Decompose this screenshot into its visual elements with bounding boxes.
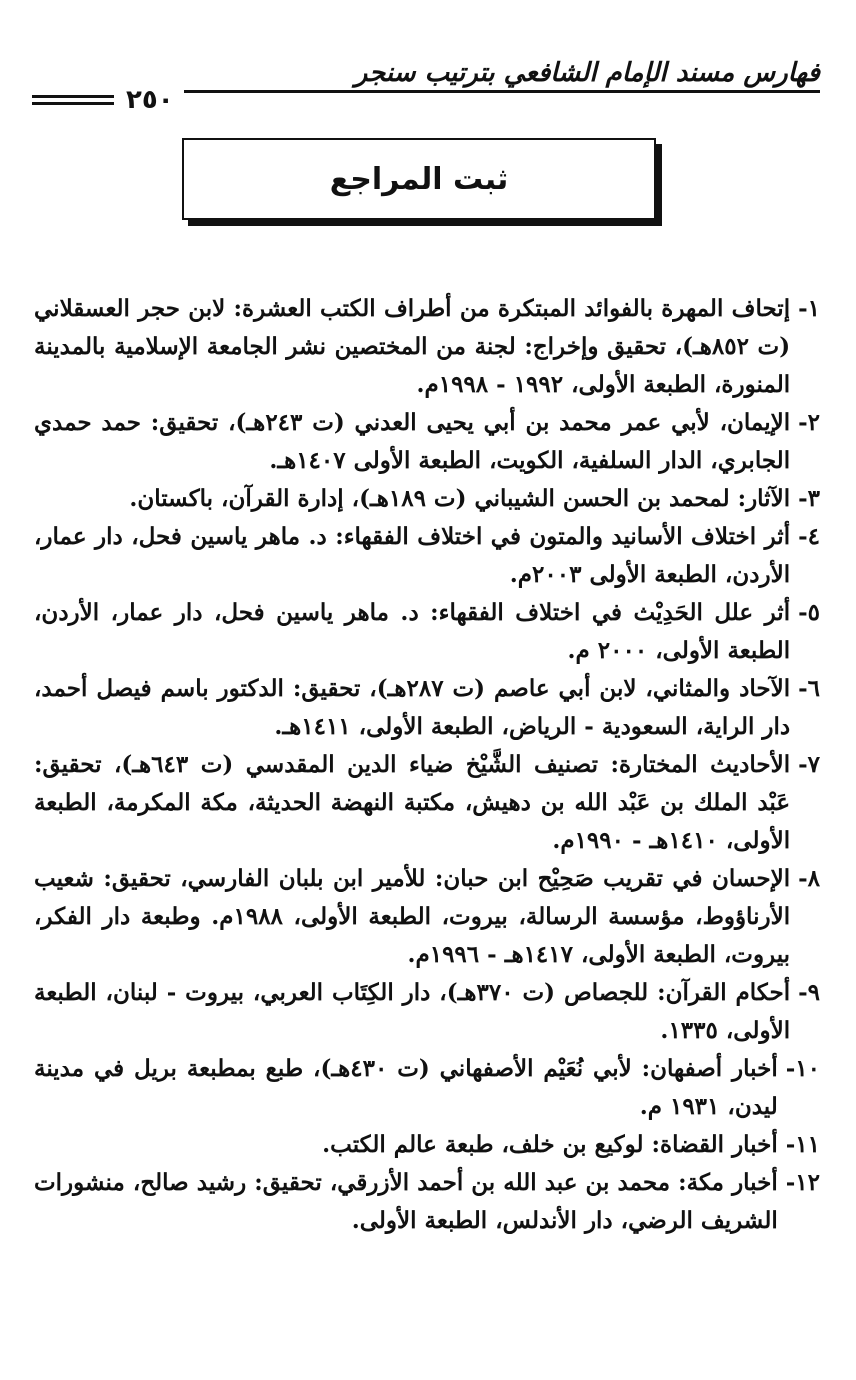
reference-number: ٧-	[798, 751, 820, 778]
reference-text: أخبار القضاة: لوكيع بن خلف، طبعة عالم الكتب.	[322, 1131, 778, 1158]
reference-number: ٢-	[798, 409, 820, 436]
reference-text: الإيمان، لأبي عمر محمد بن أبي يحيى العدني (ت ٢٤٣هـ)، تحقيق: حمد حمدي الجابري، الدار السلفية، الكويت، الطبعة الأولى ١٤٠٧هـ.	[34, 409, 791, 474]
reference-item	[34, 594, 820, 670]
reference-text: أثر علل الحَدِيْث في اختلاف الفقهاء: د. ماهر ياسين فحل، دار عمار، الأردن، الطبعة الأولى، ٢٠٠٠ م.	[34, 599, 791, 664]
reference-number: ١٠-	[785, 1055, 820, 1082]
page-number: ٢٥٠	[126, 85, 174, 115]
reference-text: الآثار: لمحمد بن الحسن الشيباني (ت ١٨٩هـ)، إدارة القرآن، باكستان.	[129, 485, 791, 512]
reference-text: الإحسان في تقريب صَحِيْح ابن حبان: للأمير ابن بلبان الفارسي، تحقيق: شعيب الأرناؤوط، مؤسسة الرسالة، بيروت، الطبعة الأولى، ١٩٨٨م. وطبعة دار الفكر، بيروت، الطبعة الأولى، ١٤١٧هـ - ١٩٩٦م.	[34, 865, 791, 968]
reference-number: ٩-	[798, 979, 820, 1006]
reference-number: ٤-	[798, 523, 820, 550]
reference-item	[34, 1050, 820, 1126]
reference-item	[34, 746, 820, 860]
reference-number: ٥-	[798, 599, 820, 626]
reference-text: الآحاد والمثاني، لابن أبي عاصم (ت ٢٨٧هـ)، تحقيق: الدكتور باسم فيصل أحمد، دار الراية، السعودية - الرياض، الطبعة الأولى، ١٤١١هـ.	[34, 675, 791, 740]
reference-number: ٨-	[798, 865, 820, 892]
reference-item	[34, 1126, 820, 1164]
reference-number: ١١-	[785, 1131, 820, 1158]
reference-item	[34, 974, 820, 1050]
reference-number: ٣-	[798, 485, 820, 512]
reference-text: إتحاف المهرة بالفوائد المبتكرة من أطراف الكتب العشرة: لابن حجر العسقلاني (ت ٨٥٢هـ)، تحقيق وإخراج: لجنة من المختصين نشر الجامعة الإسلامية بالمدينة المنورة، الطبعة الأولى، ١٩٩٢ - ١٩٩٨م.	[34, 295, 791, 398]
decorative-rules	[32, 91, 114, 109]
page-number-block	[32, 87, 184, 113]
reference-item	[34, 290, 820, 404]
reference-text: أخبار مكة: محمد بن عبد الله بن أحمد الأزرقي، تحقيق: رشيد صالح، منشورات الشريف الرضي، دار الأندلس، الطبعة الأولى.	[34, 1169, 778, 1234]
reference-item	[34, 1164, 820, 1240]
reference-text: أثر اختلاف الأسانيد والمتون في اختلاف الفقهاء: د. ماهر ياسين فحل، دار عمار، الأردن، الطبعة الأولى ٢٠٠٣م.	[34, 523, 791, 588]
reference-number: ٦-	[798, 675, 820, 702]
reference-number: ١٢-	[785, 1169, 820, 1196]
reference-item	[34, 404, 820, 480]
reference-text: أحكام القرآن: للجصاص (ت ٣٧٠هـ)، دار الكِتَاب العربي، بيروت - لبنان، الطبعة الأولى، ١٣٣٥.	[34, 979, 791, 1044]
running-header-title: فهارس مسند الإمام الشافعي بترتيب سنجر	[354, 58, 820, 88]
section-title-box	[182, 138, 656, 220]
reference-text: أخبار أصفهان: لأبي نُعَيْم الأصفهاني (ت ٤٣٠هـ)، طبع بمطبعة بريل في مدينة ليدن، ١٩٣١ م.	[34, 1055, 778, 1120]
reference-item	[34, 670, 820, 746]
reference-item	[34, 860, 820, 974]
reference-item	[34, 518, 820, 594]
reference-item	[34, 480, 820, 518]
reference-number: ١-	[798, 295, 820, 322]
section-title: ثبت المراجع	[329, 161, 509, 197]
references-list	[34, 290, 820, 1240]
reference-text: الأحاديث المختارة: تصنيف الشَّيْخ ضياء الدين المقدسي (ت ٦٤٣هـ)، تحقيق: عَبْد الملك بن عَبْد الله بن دهيش، مكتبة النهضة الحديثة، مكة المكرمة، الطبعة الأولى، ١٤١٠هـ - ١٩٩٠م.	[34, 751, 791, 854]
